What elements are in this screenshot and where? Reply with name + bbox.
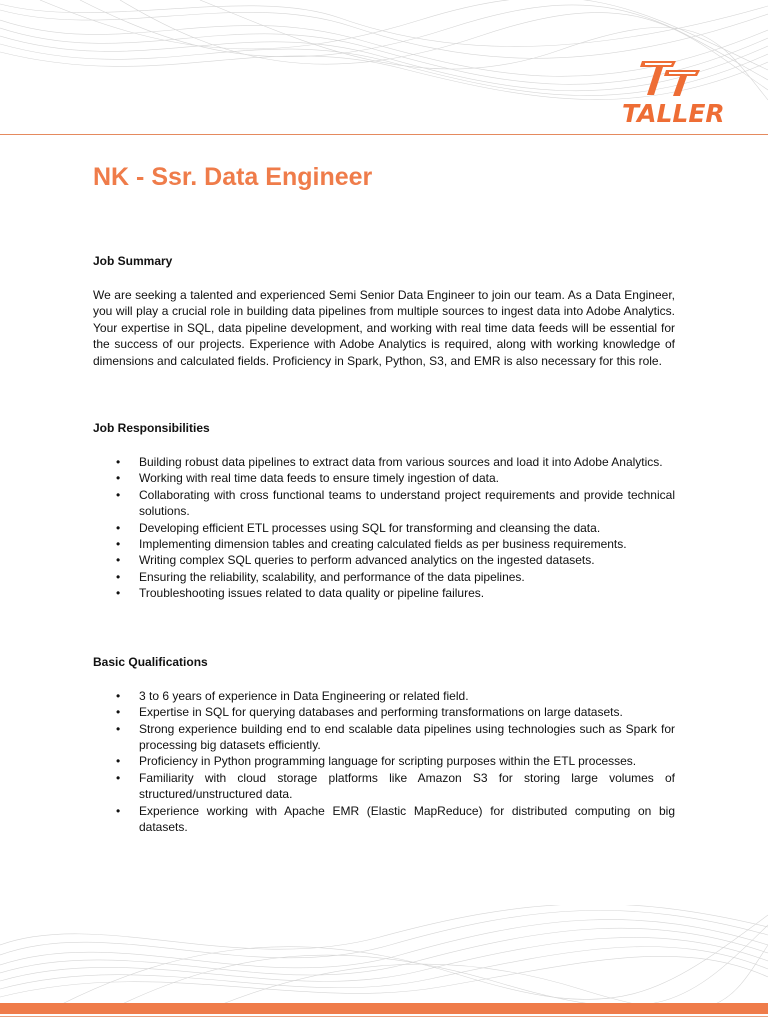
bullet-icon: •	[116, 520, 121, 535]
section-heading-job-responsibilities: Job Responsibilities	[93, 421, 210, 436]
job-description	[93, 160, 675, 835]
bullet-icon: •	[116, 721, 121, 736]
list-item: • Developing efficient ETL processes using SQL for transforming and cleansing the data.	[116, 520, 601, 535]
bullet-icon: •	[116, 586, 121, 601]
footer-accent-line	[0, 1016, 768, 1017]
taller-wordmark: TALLER	[622, 99, 725, 128]
list-item: • Collaborating with cross functional teams to understand project requirements and provide technical solutions.	[116, 487, 675, 519]
list-item: • Familiarity with cloud storage platforms like Amazon S3 for storing large volumes of structured/unstructured data.	[116, 770, 675, 802]
bullet-icon: •	[116, 754, 121, 769]
list-item: • Working with real time data feeds to ensure timely ingestion of data.	[116, 471, 499, 486]
bullet-icon: •	[116, 471, 121, 486]
list-item: • 3 to 6 years of experience in Data Engineering or related field.	[116, 688, 469, 703]
job-summary-paragraph: We are seeking a talented and experienced Semi Senior Data Engineer to join our team. As a Data Engineer, you will play a crucial role in building data pipelines from multiple sources to ingest data into Adobe Analytics. Your expertise in SQL, data pipeline development, and working with real time data feeds will be essential for the success of our projects. Experience with Adobe Analytics is required, along with working knowledge of dimensions and calculated fields. Proficiency in Spark, Python, S3, and EMR is also necessary for this role.	[93, 288, 675, 368]
bullet-icon: •	[116, 553, 121, 568]
list-item: • Writing complex SQL queries to perform advanced analytics on the ingested datasets.	[116, 553, 595, 568]
bullet-icon: •	[116, 705, 121, 720]
footer-wave-decoration	[0, 905, 768, 1005]
bullet-icon: •	[116, 803, 121, 818]
section-heading-job-summary: Job Summary	[93, 254, 173, 268]
list-item: • Proficiency in Python programming language for scripting purposes within the ETL processes.	[116, 754, 637, 769]
list-item: • Implementing dimension tables and creating calculated fields as per business requirements.	[116, 537, 627, 552]
qualifications-list	[93, 688, 675, 836]
section-heading-basic-qualifications: Basic Qualifications	[93, 654, 208, 669]
list-item: • Strong experience building end to end scalable data pipelines using technologies such as Spark for processing big datasets efficiently.	[116, 721, 675, 752]
footer-accent-bar	[0, 1003, 768, 1014]
bullet-icon: •	[116, 688, 121, 703]
list-item: • Experience working with Apache EMR (Elastic MapReduce) for distributed computing on big datasets.	[116, 803, 675, 834]
bullet-icon: •	[116, 455, 121, 470]
list-item: • Expertise in SQL for querying databases and performing transformations on large datasets.	[116, 705, 623, 720]
page-title: NK - Ssr. Data Engineer	[93, 163, 373, 191]
list-item: • Building robust data pipelines to extract data from various sources and load it into Adobe Analytics.	[116, 455, 663, 470]
taller-monogram-icon	[636, 58, 706, 98]
list-item: • Troubleshooting issues related to data quality or pipeline failures.	[116, 586, 485, 601]
bullet-icon: •	[116, 569, 121, 584]
bullet-icon: •	[116, 770, 121, 785]
bullet-icon: •	[116, 487, 121, 502]
responsibilities-list	[93, 454, 675, 602]
taller-logo	[618, 58, 758, 128]
list-item: • Ensuring the reliability, scalability, and performance of the data pipelines.	[116, 569, 525, 584]
bullet-icon: •	[116, 537, 121, 552]
header-divider	[0, 134, 768, 135]
